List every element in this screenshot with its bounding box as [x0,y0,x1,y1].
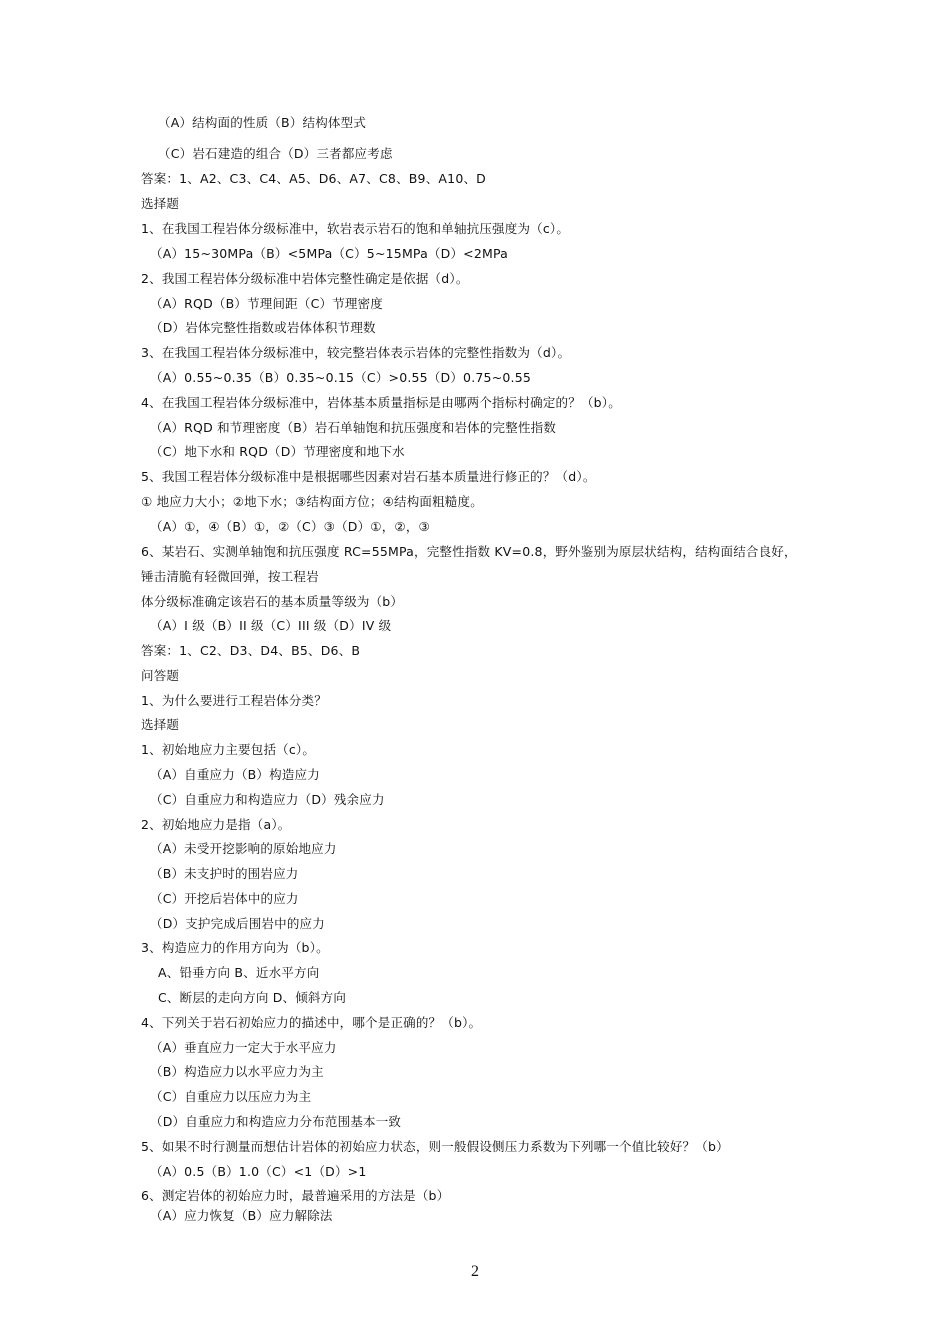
option-line: （C）自重应力以压应力为主 [150,1089,312,1104]
question-line: 1、在我国工程岩体分级标准中，软岩表示岩石的饱和单轴抗压强度为（c）。 [141,221,570,236]
option-line: （A）应力恢复（B）应力解除法 [150,1208,333,1223]
text-line: （C）岩石建造的组合（D）三者都应考虑 [158,146,393,161]
option-line: （A）自重应力（B）构造应力 [150,767,320,782]
option-line: （D）自重应力和构造应力分布范围基本一致 [150,1114,402,1129]
question-line-continued: 锤击清脆有轻微回弹，按工程岩 [141,569,319,584]
option-line: （A）0.55~0.35（B）0.35~0.15（C）>0.55（D）0.75~0.55 [150,370,531,385]
option-line: （A）0.5（B）1.0（C）<1（D）>1 [150,1164,367,1179]
question-line: 3、构造应力的作用方向为（b）。 [141,940,329,955]
question-line: 5、我国工程岩体分级标准中是根据哪些因素对岩石基本质量进行修正的？（d）。 [141,469,596,484]
option-line: （A）未受开挖影响的原始地应力 [150,841,337,856]
question-line: 6、某岩石、实测单轴饱和抗压强度 RC=55MPa，完整性指数 KV=0.8，野外鉴别为原层状结构，结构面结合良好， [141,544,797,559]
text-line: （A）结构面的性质（B）结构体型式 [158,115,367,130]
option-line: （A）15~30MPa（B）<5MPa（C）5~15MPa（D）<2MPa [150,246,509,261]
option-line: （D）岩体完整性指数或岩体体积节理数 [150,320,376,335]
question-line: 2、我国工程岩体分级标准中岩体完整性确定是依据（d）。 [141,271,469,286]
option-line: （A）RQD 和节理密度（B）岩石单轴饱和抗压强度和岩体的完整性指数 [150,420,557,435]
question-line: 4、在我国工程岩体分级标准中，岩体基本质量指标是由哪两个指标村确定的？（b）。 [141,395,621,410]
question-line: 6、测定岩体的初始应力时，最普遍采用的方法是（b） [141,1188,450,1203]
page-number: 2 [471,1263,479,1280]
option-line: （B）构造应力以水平应力为主 [150,1064,324,1079]
answer-line: 答案：1、A2、C3、C4、A5、D6、A7、C8、B9、A10、D [141,171,486,186]
option-line: （A）RQD（B）节理间距（C）节理密度 [150,296,384,311]
option-line: （D）支护完成后围岩中的应力 [150,916,325,931]
option-line: C、断层的走向方向 D、倾斜方向 [158,990,347,1005]
question-line: 1、为什么要进行工程岩体分类？ [141,693,327,708]
option-line: （C）开挖后岩体中的应力 [150,891,299,906]
question-line-continued: 体分级标准确定该岩石的基本质量等级为（b） [141,594,404,609]
option-line: （B）未支护时的围岩应力 [150,866,299,881]
question-line: 1、初始地应力主要包括（c）。 [141,742,316,757]
answer-line: 答案：1、C2、D3、D4、B5、D6、B [141,643,361,658]
question-line: 5、如果不时行测量而想估计岩体的初始应力状态，则一般假设侧压力系数为下列哪一个值比较好？（b） [141,1139,729,1154]
option-line: （C）地下水和 RQD（D）节理密度和地下水 [150,444,405,459]
option-line: A、铅垂方向 B、近水平方向 [158,965,320,980]
option-line: （C）自重应力和构造应力（D）残余应力 [150,792,385,807]
question-line: 2、初始地应力是指（a）。 [141,817,291,832]
section-heading: 问答题 [141,668,180,683]
question-line: 4、下列关于岩石初始应力的描述中，哪个是正确的？（b）。 [141,1015,482,1030]
question-detail: ① 地应力大小；②地下水；③结构面方位；④结构面粗糙度。 [141,494,483,509]
option-line: （A）①，④（B）①，②（C）③（D）①，②，③ [150,519,430,534]
option-line: （A）I 级（B）II 级（C）III 级（D）IV 级 [150,618,392,633]
question-line: 3、在我国工程岩体分级标准中，较完整岩体表示岩体的完整性指数为（d）。 [141,345,571,360]
section-heading: 选择题 [141,196,180,211]
section-heading: 选择题 [141,717,180,732]
option-line: （A）垂直应力一定大于水平应力 [150,1040,337,1055]
